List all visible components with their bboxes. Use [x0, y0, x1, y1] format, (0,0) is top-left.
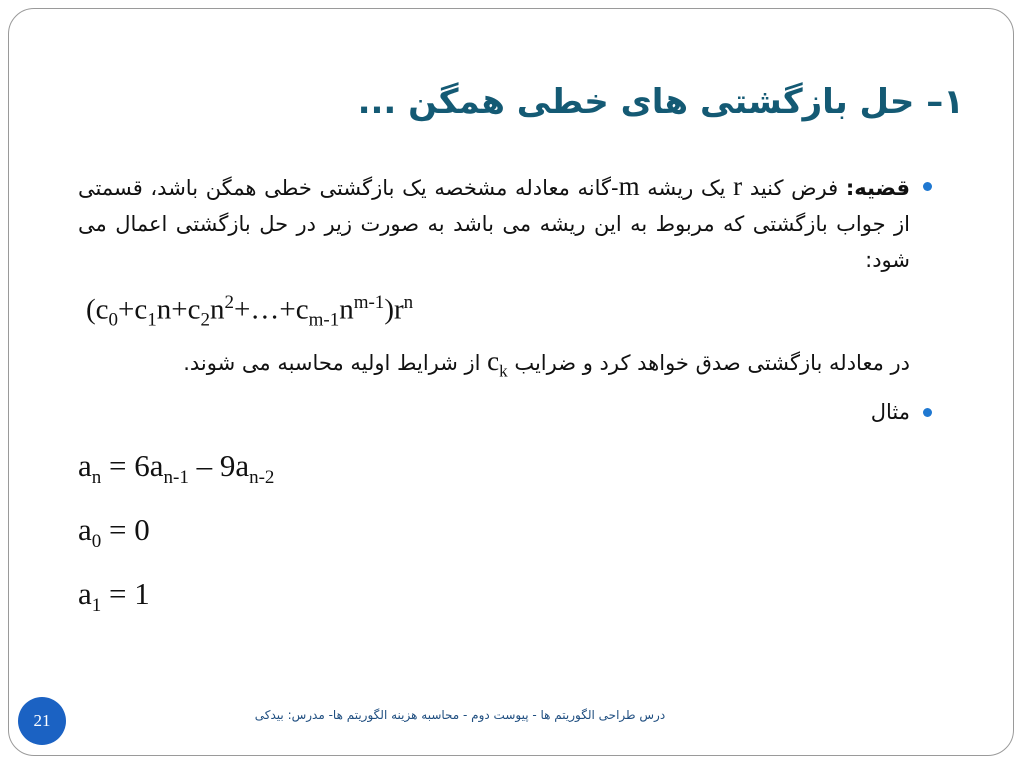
explanation-paragraph: [78, 343, 910, 389]
eq-part: = 1: [101, 576, 150, 612]
multiplicity-symbol: m: [618, 171, 640, 201]
initial-condition-0: [78, 504, 910, 568]
eq-subscript: n-2: [249, 467, 275, 489]
theorem-text-3: -گانه معادله مشخصه یک بازگشتی خطی همگن باشد، قسمتی از جواب بازگشتی که مربوط به این ریشه می باشد به صورت زیر در حل بازگشتی اعمال می شود:: [78, 176, 910, 272]
coefficient-subscript: k: [499, 361, 508, 381]
explanation-text-2: از شرایط اولیه محاسبه می شوند.: [183, 351, 488, 376]
explanation-text-1: در معادله بازگشتی صدق خواهد کرد و ضرایب: [507, 351, 910, 376]
eq-subscript: 0: [91, 531, 102, 553]
formula-subscript: 1: [147, 309, 157, 331]
initial-condition-1: [78, 568, 910, 632]
eq-part: = 6a: [101, 447, 164, 483]
formula-part: n: [210, 293, 225, 326]
solution-formula: [86, 282, 910, 341]
recurrence-equation: [78, 440, 910, 504]
formula-subscript: m-1: [308, 309, 340, 331]
root-symbol: r: [733, 171, 743, 201]
formula-subscript: 2: [200, 309, 210, 331]
eq-symbol: a: [78, 576, 92, 612]
coefficient-symbol: [487, 346, 508, 381]
bullet-icon: [923, 182, 932, 191]
example-label: مثال: [870, 399, 910, 424]
example-item: [78, 394, 910, 430]
eq-part: = 0: [101, 512, 150, 548]
coefficient-letter: c: [487, 346, 500, 377]
formula-part: (c: [86, 293, 109, 326]
formula-subscript: 0: [108, 309, 119, 331]
formula-part: n+c: [156, 293, 201, 326]
eq-symbol: a: [78, 447, 92, 483]
eq-symbol: a: [78, 512, 92, 548]
formula-part: n: [339, 293, 354, 326]
theorem-label: قضیه:: [845, 176, 910, 200]
formula-part: +c: [118, 293, 148, 326]
eq-part: – 9a: [188, 447, 250, 483]
theorem-text-2: یک ریشه: [639, 176, 734, 200]
footer-text: درس طراحی الگوریتم ها - پیوست دوم - محاسبه هزینه الگوریتم ها- مدرس: بیدکی: [254, 708, 666, 722]
slide-content: [78, 168, 910, 632]
formula-superscript: n: [403, 292, 414, 313]
formula-part: )r: [384, 293, 404, 326]
eq-subscript: n-1: [163, 467, 189, 489]
eq-subscript: n: [91, 467, 102, 489]
eq-subscript: 1: [91, 595, 102, 617]
page-number-badge: 21: [18, 697, 66, 745]
slide-title: ۱– حل بازگشتی های خطی همگن ...: [357, 82, 964, 122]
bullet-icon: [923, 408, 932, 417]
theorem-paragraph: [78, 168, 910, 278]
formula-superscript: m-1: [353, 292, 385, 313]
example-equations: [78, 440, 910, 633]
formula-part: +…+c: [234, 293, 309, 326]
theorem-text-1: فرض کنید: [742, 176, 846, 200]
formula-superscript: 2: [224, 292, 234, 313]
